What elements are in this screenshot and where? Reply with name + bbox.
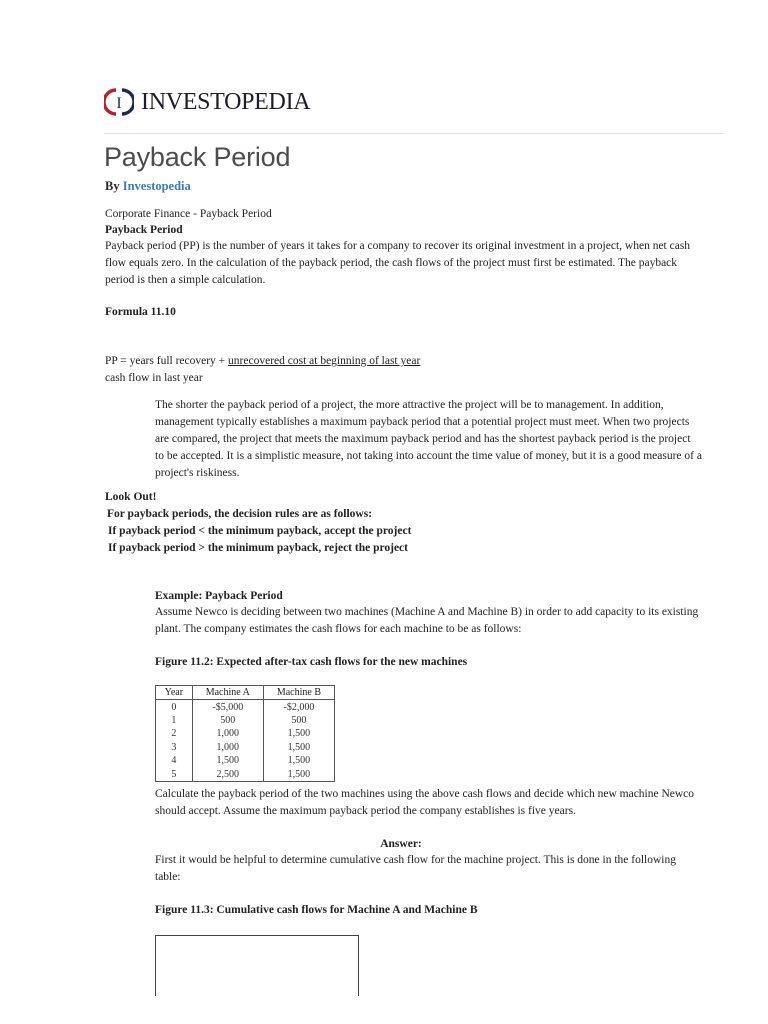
table-cell: 500 <box>263 714 334 727</box>
byline <box>105 179 191 194</box>
table-cell: 500 <box>192 714 263 727</box>
cumulative-cash-flow-table <box>155 935 359 996</box>
question-paragraph <box>155 786 694 820</box>
header-divider <box>104 133 724 134</box>
intro-line: Payback period (PP) is the number of years it takes for a company to recover its original investment in a project, when net cash <box>105 240 691 252</box>
table-row <box>156 741 335 754</box>
intro-line: flow equals zero. In the calculation of the payback period, the cash flows of the project must first be estimated. The payback <box>105 257 678 269</box>
breadcrumb: Corporate Finance - Payback Period <box>105 208 272 220</box>
logo-wordmark: INVESTOPEDIA <box>141 88 311 115</box>
figure-11-2-caption: Figure 11.2: Expected after-tax cash flows for the new machines <box>155 656 468 668</box>
table-header-row <box>156 686 335 700</box>
table-cell: 5 <box>156 767 193 781</box>
intro-paragraph <box>105 238 690 289</box>
table-row <box>156 714 335 727</box>
investopedia-logo[interactable] <box>104 86 310 118</box>
table-cell: 1,000 <box>192 727 263 740</box>
column-header: Machine B <box>263 686 334 700</box>
formula-line <box>105 353 420 370</box>
question-line: Calculate the payback period of the two machines using the above cash flows and decide which new machine Newco <box>155 788 695 800</box>
author-link[interactable]: Investopedia <box>122 179 191 193</box>
logo-mark-icon <box>104 87 134 117</box>
table-cell: -$2,000 <box>263 700 334 714</box>
formula-denominator: cash flow in last year <box>105 372 203 384</box>
answer-heading: Answer: <box>380 838 422 850</box>
cash-flow-table <box>155 685 335 782</box>
example-heading: Example: Payback Period <box>155 590 283 602</box>
table-cell: 0 <box>156 700 193 714</box>
paragraph-line: to be accepted. It is a simplistic measure, not taking into account the time value of money, but it is a good measure of a <box>155 450 702 462</box>
table-cell: 2 <box>156 727 193 740</box>
table-cell: 1,000 <box>192 741 263 754</box>
table-cell: 3 <box>156 741 193 754</box>
table-cell: 1,500 <box>192 754 263 767</box>
paragraph-line: management typically establishes a maximum payback period that a potential project must meet. When two projects <box>155 416 690 428</box>
column-header: Year <box>156 686 193 700</box>
example-paragraph <box>155 604 698 638</box>
page-title: Payback Period <box>104 142 291 172</box>
table-cell: 2,500 <box>192 767 263 781</box>
table-cell: -$5,000 <box>192 700 263 714</box>
formula-label: Formula 11.10 <box>105 306 176 318</box>
table-row <box>156 767 335 781</box>
table-cell: 4 <box>156 754 193 767</box>
section-heading: Payback Period <box>105 224 183 236</box>
formula-numerator: unrecovered cost at beginning of last year <box>228 355 421 367</box>
byline-prefix: By <box>105 179 120 193</box>
question-line: should accept. Assume the maximum payback period the company establishes is five years. <box>155 805 576 817</box>
table-row <box>156 754 335 767</box>
example-line: Assume Newco is deciding between two machines (Machine A and Machine B) in order to add capacity to its existing <box>155 606 699 618</box>
table-cell: 1 <box>156 714 193 727</box>
lookout-heading: Look Out! <box>105 491 157 503</box>
table-row <box>156 700 335 714</box>
lookout-line: If payback period < the minimum payback, accept the project <box>108 525 412 537</box>
paragraph-line: The shorter the payback period of a project, the more attractive the project will be to management. In addition, <box>155 399 664 411</box>
indented-paragraph <box>155 397 702 482</box>
table-cell: 1,500 <box>263 727 334 740</box>
paragraph-line: are compared, the project that meets the maximum payback period and has the shortest payback period is the project <box>155 433 691 445</box>
paragraph-line: project's riskiness. <box>155 467 240 479</box>
lookout-line: For payback periods, the decision rules are as follows: <box>107 508 373 520</box>
lookout-box <box>105 489 411 557</box>
formula <box>105 353 420 387</box>
table-cell: 1,500 <box>263 741 334 754</box>
lookout-line: If payback period > the minimum payback, reject the project <box>108 542 408 554</box>
table-row <box>156 727 335 740</box>
svg-text:I: I <box>116 95 122 112</box>
example-line: plant. The company estimates the cash flows for each machine to be as follows: <box>155 623 522 635</box>
figure-11-3-caption: Figure 11.3: Cumulative cash flows for Machine A and Machine B <box>155 904 478 916</box>
answer-line: First it would be helpful to determine cumulative cash flow for the machine project. This is done in the following <box>155 854 677 866</box>
table-cell: 1,500 <box>263 767 334 781</box>
formula-lhs: PP = years full recovery + <box>105 355 229 367</box>
intro-line: period is then a simple calculation. <box>105 274 266 286</box>
table-cell: 1,500 <box>263 754 334 767</box>
answer-line: table: <box>155 871 181 883</box>
answer-paragraph <box>155 852 676 886</box>
column-header: Machine A <box>192 686 263 700</box>
